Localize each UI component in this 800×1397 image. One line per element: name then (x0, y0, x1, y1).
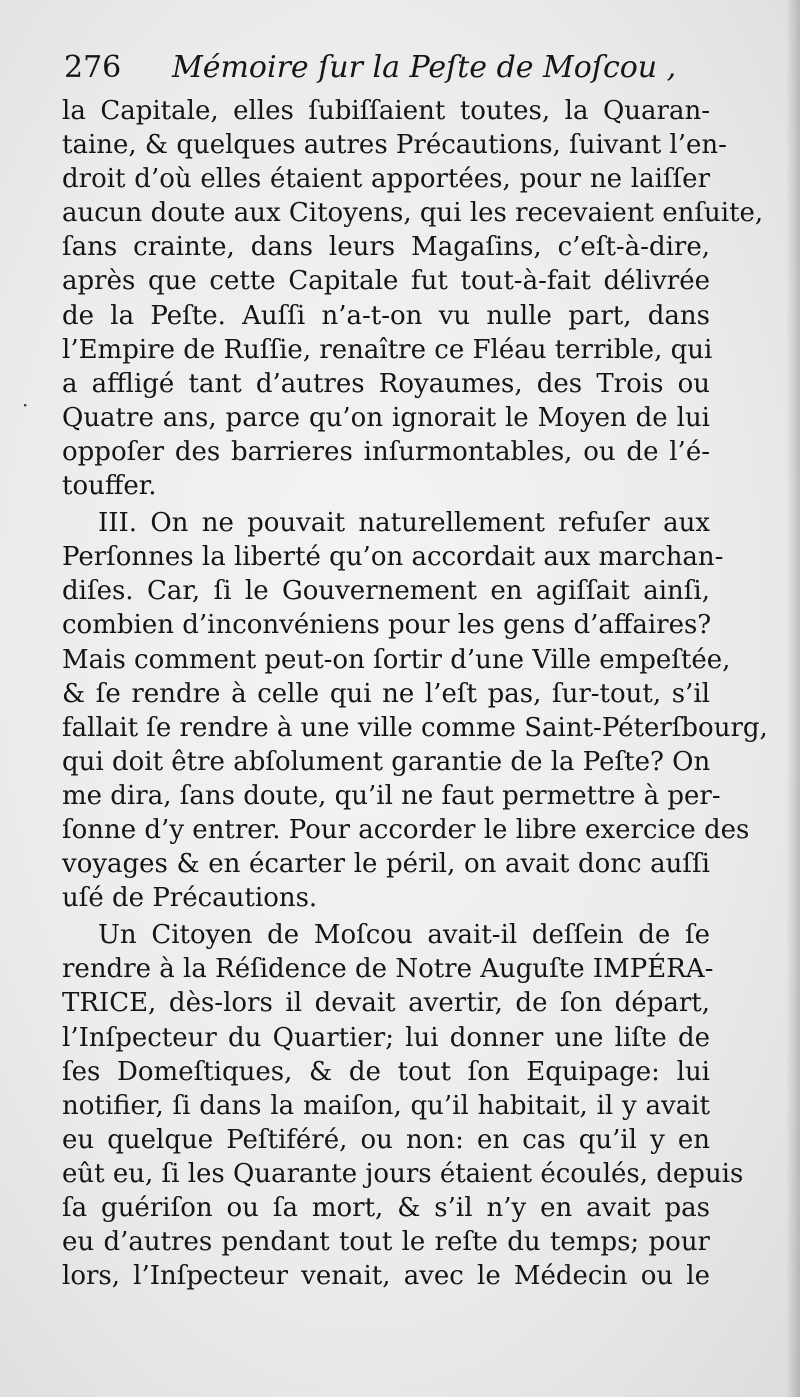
text-line: TRICE, dès-lors il devait avertir, de ſon départ, (62, 988, 710, 1019)
text-line: l’Empire de Ruſſie, renaître ce Fléau terrible, qui (62, 334, 713, 365)
text-line: droit d’où elles étaient apportées, pour ne laiſſer (62, 164, 710, 195)
text-line: après que cette Capitale fut tout-à-fait délivrée (62, 266, 710, 297)
text-line: Un Citoyen de Moſcou avait-il deſſein de ſe (98, 920, 710, 951)
text-line: Mais comment peut-on ſortir d’une Ville empeſtée, (62, 644, 731, 675)
text-line: me dira, ſans doute, qu’il ne faut permettre à per- (62, 780, 721, 811)
margin-ink-mark: · (22, 393, 29, 417)
body-text (62, 94, 768, 1293)
text-line: ſans crainte, dans leurs Magaſins, c’eſt-à-dire, (62, 232, 710, 263)
text-line: combien d’inconvéniens pour les gens d’affaires? (62, 610, 712, 641)
text-line: notifier, ſi dans la maiſon, qu’il habitait, il y avait (62, 1090, 710, 1121)
text-line: eu d’autres pendant tout le reſte du temps; pour (62, 1227, 710, 1258)
page-gutter-shadow (786, 0, 800, 1397)
text-line: lors, l’Inſpecteur venait, avec le Médecin ou le (62, 1261, 710, 1292)
text-line: eût eu, ſi les Quarante jours étaient écoulés, depuis (62, 1158, 744, 1189)
text-line: uſé de Précautions. (62, 883, 318, 914)
text-line: Quatre ans, parce qu’on ignorait le Moyen de lui (62, 402, 710, 433)
text-line: & ſe rendre à celle qui ne l’eſt pas, ſur-tout, s’il (62, 678, 710, 709)
text-line: la Capitale, elles ſubiſſaient toutes, la Quaran- (62, 96, 710, 126)
text-line: ſonne d’y entrer. Pour accorder le libre exercice des (62, 814, 750, 845)
text-line: diſes. Car, ſi le Gouvernement en agiſſait ainſi, (62, 576, 710, 607)
text-line: taine, & quelques autres Précautions, ſuivant l’en- (62, 130, 727, 161)
page-header (64, 50, 677, 90)
text-line: de la Peſte. Auſſi n’a-t-on vu nulle part, dans (62, 300, 710, 331)
running-head: Mémoire ſur la Peſte de Moſcou , (172, 50, 677, 85)
text-line: oppoſer des barrieres inſurmontables, ou de l’é- (62, 436, 710, 467)
text-line: l’Inſpecteur du Quartier; lui donner une liſte de (62, 1022, 710, 1053)
text-line: ſes Domeſtiques, & de tout ſon Equipage: lui (62, 1056, 710, 1087)
text-line: qui doit être abſolument garantie de la Peſte? On (62, 746, 711, 777)
text-line: aucun doute aux Citoyens, qui les recevaient enſuite, (62, 198, 764, 229)
text-line: ſa guériſon ou ſa mort, & s’il n’y en avait pas (62, 1193, 710, 1223)
page-number: 276 (64, 50, 122, 85)
text-line: Perſonnes la liberté qu’on accordait aux marchan- (62, 542, 724, 573)
text-line: eu quelque Peſtiféré, ou non: en cas qu’il y en (62, 1124, 710, 1155)
text-line: III. On ne pouvait naturellement refuſer aux (98, 508, 710, 539)
text-line: a affligé tant d’autres Royaumes, des Trois ou (62, 368, 710, 399)
text-line: rendre à la Réſidence de Notre Auguſte IMPÉRA- (62, 954, 714, 985)
text-line: fallait ſe rendre à une ville comme Saint-Péterſbourg, (62, 712, 768, 743)
text-line: voyages & en écarter le péril, on avait donc auſſi (62, 849, 710, 880)
text-line: touffer. (62, 471, 157, 502)
